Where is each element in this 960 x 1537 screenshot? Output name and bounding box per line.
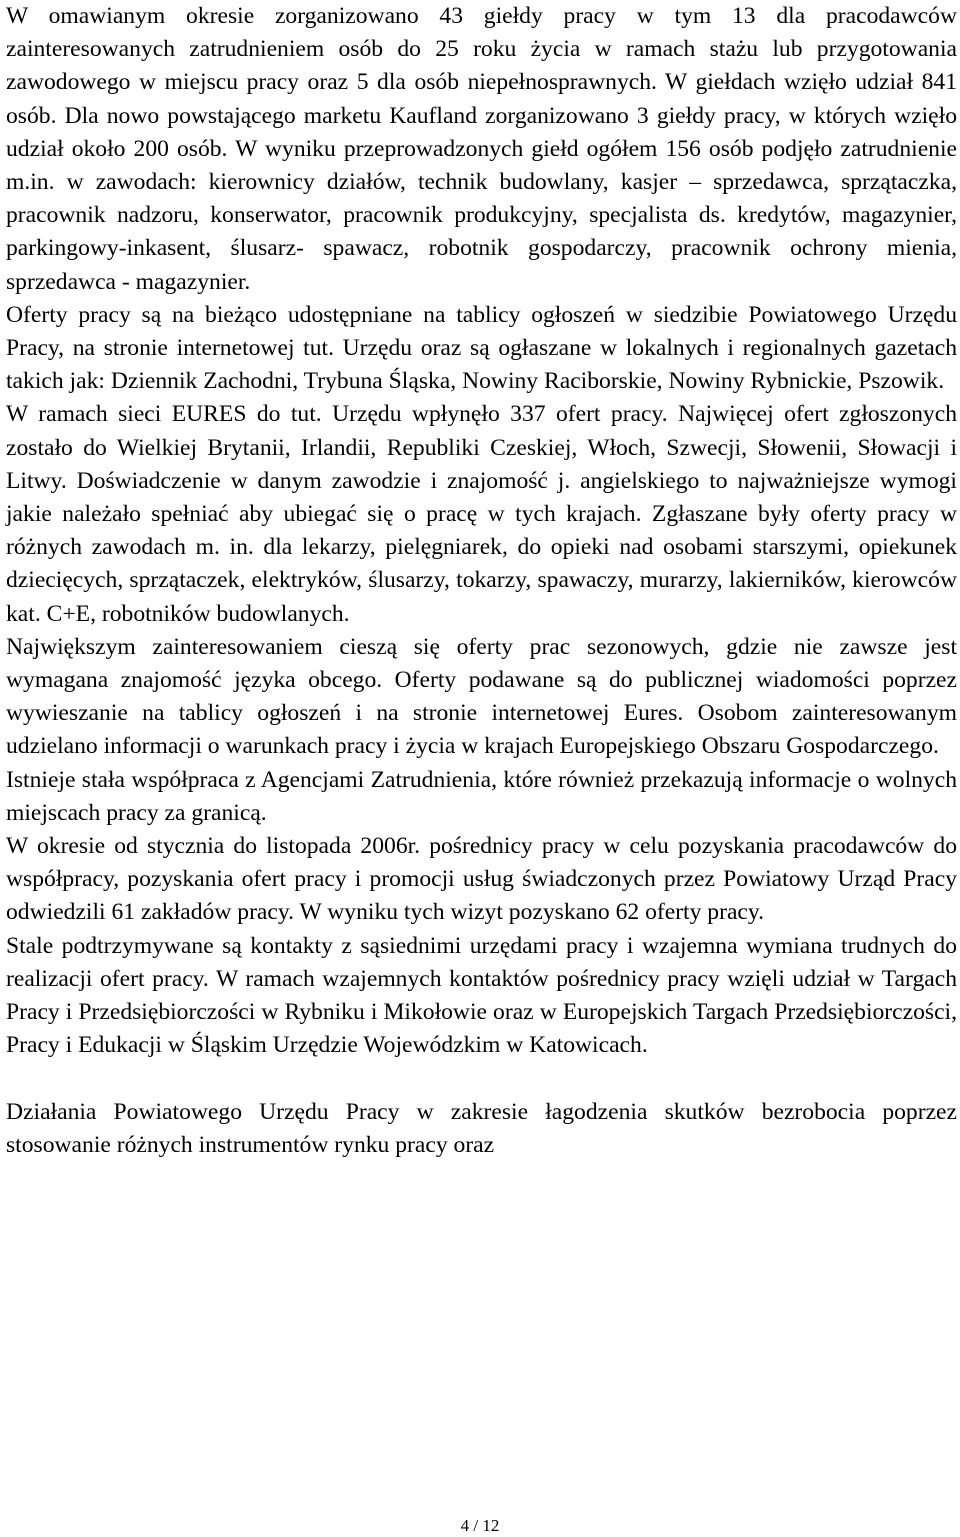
- paragraph-spacer: [6, 1063, 957, 1096]
- paragraph-job-offers: Oferty pracy są na bieżąco udostępniane na tablicy ogłoszeń w siedzibie Powiatowego Urzędu Pracy, na stronie internetowej tut. Urzędu oraz są ogłaszane w lokalnych i regionalnych gazetach takich jak: Dziennik Zachodni, Trybuna Śląska, Nowiny Raciborskie, Nowiny Rybnickie, Pszowik.: [6, 301, 957, 395]
- paragraph-actions: Działania Powiatowego Urzędu Pracy w zakresie łagodzenia skutków bezrobocia poprzez stosowanie różnych instrumentów rynku pracy oraz: [6, 1098, 957, 1158]
- paragraph-eures: W ramach sieci EURES do tut. Urzędu wpłynęło 337 ofert pracy. Najwięcej ofert zgłoszonych zostało do Wielkiej Brytanii, Irlandii, Republiki Czeskiej, Włoch, Szwecji, Słowenii, Słowacji i Litwy. Doświadczenie w danym zawodzie i znajomość j. angielskiego to najważniejsze wymogi jakie należało spełniać aby ubiegać się o pracę w tych krajach. Zgłaszane były oferty pracy w różnych zawodach m. in. dla lekarzy, pielęgniarek, do opieki nad osobami starszymi, opiekunek dziecięcych, sprzątaczek, elektryków, ślusarzy, tokarzy, spawaczy, murarzy, lakierników, kierowców kat. C+E, robotników budowlanych.: [6, 401, 957, 627]
- paragraph-employer-visits: W okresie od stycznia do listopada 2006r. pośrednicy pracy w celu pozyskania pracodawców do współpracy, pozyskania ofert pracy i promocji usług świadczonych przez Powiatowy Urząd Pracy odwiedzili 61 zakładów pracy. W wyniku tych wizyt pozyskano 62 oferty pracy.: [6, 833, 957, 926]
- paragraph-job-fairs: W omawianym okresie zorganizowano 43 giełdy pracy w tym 13 dla pracodawców zainteresowanych zatrudnieniem osób do 25 roku życia w ramach stażu lub przygotowania zawodowego w miejscu pracy oraz 5 dla osób niepełnosprawnych. W giełdach wzięło udział 841 osób. Dla nowo powstającego marketu Kaufland zorganizowano 3 giełdy pracy, w których wzięło udział około 200 osób. W wyniku przeprowadzonych giełd ogółem 156 osób podjęło zatrudnienie m.in. w zawodach: kierownicy działów, technik budowlany, kasjer – sprzedawca, sprzątaczka, pracownik nadzoru, konserwator, pracownik produkcyjny, specjalista ds. kredytów, magazynier, parkingowy-inkasent, ślusarz- spawacz, robotnik gospodarczy, pracownik ochrony mienia, sprzedawca - magazynier.: [6, 3, 957, 295]
- paragraph-cooperation: Stale podtrzymywane są kontakty z sąsiednimi urzędami pracy i wzajemna wymiana trudnych do realizacji ofert pracy. W ramach wzajemnych kontaktów pośrednicy pracy wzięli udział w Targach Pracy i Przedsiębiorczości w Rybniku i Mikołowie oraz w Europejskich Targach Przedsiębiorczości, Pracy i Edukacji w Śląskim Urzędzie Wojewódzkim w Katowicach.: [6, 932, 957, 1059]
- document-page: [6, 0, 957, 1162]
- page-number: 4 / 12: [460, 1516, 500, 1535]
- paragraph-seasonal-work: Największym zainteresowaniem cieszą się oferty prac sezonowych, gdzie nie zawsze jest wymagana znajomość języka obcego. Oferty podawane są do publicznej wiadomości poprzez wywieszanie na tablicy ogłoszeń i na stronie internetowej Eures. Osobom zainteresowanym udzielano informacji o warunkach pracy i życia w krajach Europejskiego Obszaru Gospodarczego.: [6, 633, 957, 760]
- paragraph-agencies: Istnieje stała współpraca z Agencjami Zatrudnienia, które również przekazują informacje o wolnych miejscach pracy za granicą.: [6, 766, 957, 826]
